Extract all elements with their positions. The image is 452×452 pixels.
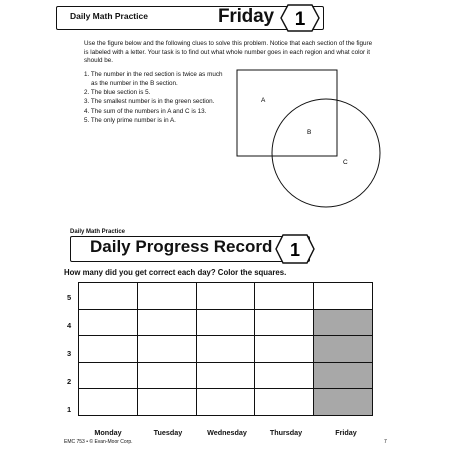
grid-row bbox=[79, 336, 373, 363]
grid-square-wednesday-1[interactable] bbox=[196, 389, 255, 416]
grid-row bbox=[79, 389, 373, 416]
progress-number-hexagon bbox=[270, 234, 320, 264]
day-number: 1 bbox=[294, 9, 306, 30]
footer-copyright: EMC 753 • © Evan-Moor Corp. bbox=[64, 439, 133, 445]
day-label-friday: Friday bbox=[335, 428, 357, 437]
grid-row bbox=[79, 362, 373, 389]
grid-square-tuesday-1[interactable] bbox=[137, 389, 196, 416]
row-label-1: 1 bbox=[67, 405, 72, 414]
clue-item: 4. The sum of the numbers in A and C is 13. bbox=[84, 107, 207, 115]
row-label-4: 4 bbox=[67, 321, 72, 330]
day-label-tuesday: Tuesday bbox=[153, 428, 183, 437]
venn-figure bbox=[230, 64, 390, 210]
day-label-thursday: Thursday bbox=[269, 428, 303, 437]
grid-square-thursday-2[interactable] bbox=[255, 362, 314, 389]
figure-circle bbox=[272, 99, 380, 207]
problem-intro: Use the figure below and the following clues to solve this problem. Notice that each section of the figure is labeled with a letter. Your task is to find out what whole number goes in each region and what color it should be. bbox=[84, 40, 373, 64]
grid-square-wednesday-2[interactable] bbox=[196, 362, 255, 389]
page-number: 7 bbox=[384, 439, 387, 445]
grid-square-thursday-3[interactable] bbox=[255, 336, 314, 363]
clue-list bbox=[84, 70, 244, 125]
row-label-5: 5 bbox=[67, 293, 72, 302]
clue-item: 5. The only prime number is in A. bbox=[84, 116, 176, 124]
grid-square-thursday-1[interactable] bbox=[255, 389, 314, 416]
region-label-a: A bbox=[261, 97, 266, 104]
grid-square-friday-4[interactable] bbox=[314, 309, 373, 336]
grid-square-monday-1[interactable] bbox=[79, 389, 138, 416]
region-label-c: C bbox=[343, 159, 348, 166]
grid-square-tuesday-5[interactable] bbox=[137, 283, 196, 310]
grid-square-wednesday-5[interactable] bbox=[196, 283, 255, 310]
grid-square-monday-3[interactable] bbox=[79, 336, 138, 363]
grid-square-wednesday-4[interactable] bbox=[196, 309, 255, 336]
figure-square bbox=[237, 70, 337, 156]
grid-square-thursday-4[interactable] bbox=[255, 309, 314, 336]
day-label-wednesday: Wednesday bbox=[207, 428, 247, 437]
row-label-3: 3 bbox=[67, 349, 72, 358]
progress-grid bbox=[78, 282, 373, 416]
header-label: Daily Math Practice bbox=[70, 11, 148, 21]
clue-item: 3. The smallest number is in the green section. bbox=[84, 98, 215, 106]
day-label-monday: Monday bbox=[94, 428, 122, 437]
grid-row bbox=[79, 309, 373, 336]
progress-number: 1 bbox=[289, 240, 301, 260]
grid-square-friday-1[interactable] bbox=[314, 389, 373, 416]
grid-square-monday-2[interactable] bbox=[79, 362, 138, 389]
day-number-hexagon bbox=[275, 4, 325, 32]
grid-square-monday-5[interactable] bbox=[79, 283, 138, 310]
header-day: Friday bbox=[218, 6, 274, 27]
grid-square-tuesday-3[interactable] bbox=[137, 336, 196, 363]
clue-item: as the number in the B section. bbox=[91, 80, 178, 88]
row-label-2: 2 bbox=[67, 377, 72, 386]
progress-question: How many did you get correct each day? Color the squares. bbox=[64, 268, 287, 277]
grid-square-friday-2[interactable] bbox=[314, 362, 373, 389]
clue-item: 1. The number in the red section is twice as much bbox=[84, 71, 223, 78]
region-label-b: B bbox=[307, 129, 312, 136]
grid-square-tuesday-4[interactable] bbox=[137, 309, 196, 336]
progress-title: Daily Progress Record bbox=[90, 237, 273, 256]
grid-square-friday-3[interactable] bbox=[314, 336, 373, 363]
grid-square-wednesday-3[interactable] bbox=[196, 336, 255, 363]
clue-item: 2. The blue section is 5. bbox=[84, 89, 151, 97]
grid-square-monday-4[interactable] bbox=[79, 309, 138, 336]
grid-square-thursday-5[interactable] bbox=[255, 283, 314, 310]
progress-small-label: Daily Math Practice bbox=[70, 229, 126, 235]
grid-square-friday-5[interactable] bbox=[314, 283, 373, 310]
grid-row bbox=[79, 283, 373, 310]
grid-square-tuesday-2[interactable] bbox=[137, 362, 196, 389]
